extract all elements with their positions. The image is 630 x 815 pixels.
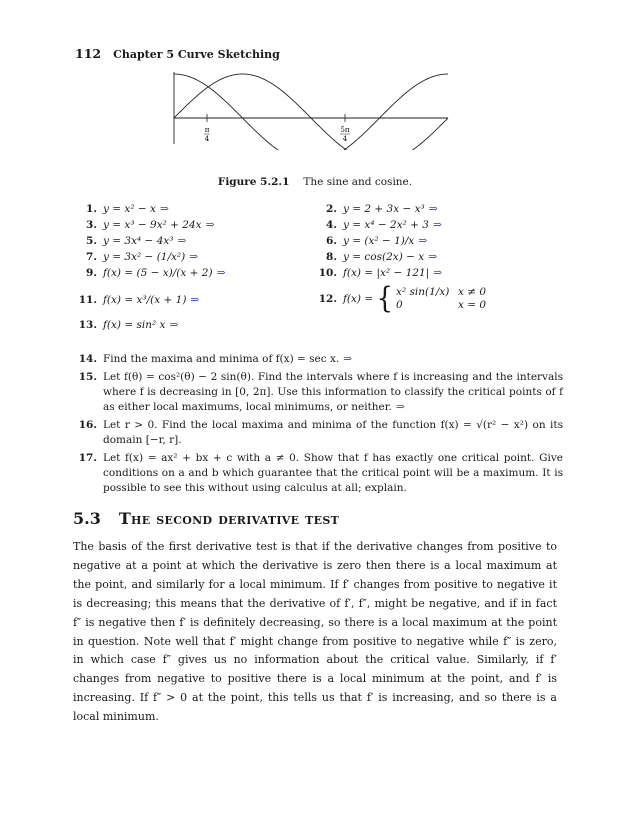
piecewise-expression: x² sin(1/x) — [396, 286, 450, 298]
exercise-number: 9. — [86, 267, 97, 279]
exercise-item — [73, 235, 186, 247]
answer-arrow-link[interactable]: ⇒ — [433, 267, 443, 279]
exercise-text: y = 2 + 3x − x³ — [343, 203, 425, 215]
exercise-text: f(x) = (5 − x)/(x + 2) — [103, 267, 213, 279]
answer-arrow-link[interactable]: ⇒ — [216, 267, 226, 279]
section-number: 5.3 — [73, 509, 101, 528]
sine-curve — [174, 74, 448, 150]
exercise-text: f(x) = — [343, 293, 374, 305]
exercise-item — [73, 319, 178, 331]
running-header — [75, 46, 280, 61]
problem-number: 16. — [78, 419, 97, 431]
problem-text: Find the maxima and minima of f(x) = sec x. — [103, 353, 340, 365]
exercise-number: 4. — [326, 219, 337, 231]
exercise-text: f(x) = x³/(x + 1) — [103, 294, 187, 306]
answer-arrow-link[interactable]: ⇒ — [177, 235, 187, 247]
exercise-number: 3. — [86, 219, 97, 231]
body-paragraph: The basis of the first derivative test is that if the derivative changes from positive to negative at a point at which the derivative is zero then there is a local maximum at the point, and similarly for a local minimum. If f′ changes from positive to negative it is decreasing; this means that the derivative of f′, f″, might be negative, and if in fact f″ is negative then f′ is definitely decreasing, so there is a local maximum at the point in question. Note well that f′ might change from positive to negative while f″ is zero, in which case f″ gives us no information about the critical value. Similarly, if f′ changes from negative to positive there is a local minimum at the point, and f′ is increasing. If f″ > 0 at the point, this tells us that f′ is increasing, and so there is a local minimum. — [73, 540, 557, 724]
answer-arrow-link[interactable]: ⇒ — [159, 203, 169, 215]
exercise-item — [73, 294, 199, 306]
exercise-text: y = x³ − 9x² + 24x — [103, 219, 202, 231]
exercise-text: y = (x² − 1)/x — [343, 235, 415, 247]
answer-arrow-link[interactable]: ⇒ — [190, 294, 200, 306]
exercise-item — [73, 251, 198, 263]
exercise-item — [73, 203, 169, 215]
exercise-number: 5. — [86, 235, 97, 247]
exercise-number: 8. — [326, 251, 337, 263]
exercise-item — [313, 267, 442, 279]
tick-label-pi-num: π — [204, 126, 210, 134]
exercise-item — [73, 219, 214, 231]
exercise-item — [313, 235, 427, 247]
answer-arrow-link[interactable]: ⇒ — [189, 251, 199, 263]
exercise-item — [313, 203, 438, 215]
caption-text: The sine and cosine. — [303, 176, 413, 188]
exercise-number: 11. — [78, 294, 97, 306]
answer-arrow-link[interactable]: ⇒ — [428, 251, 437, 263]
answer-arrow-link[interactable]: ⇒ — [395, 401, 405, 413]
problem-list — [73, 352, 563, 499]
problem-item — [73, 370, 563, 415]
problem-text: Let r > 0. Find the local maxima and minima of the function f(x) = √(r² − x²) on its domain [−r, r]. — [103, 419, 563, 446]
exercise-number: 13. — [78, 319, 97, 331]
tick-label-5pi-den: 4 — [342, 135, 348, 143]
sine-cosine-figure — [172, 72, 452, 150]
exercise-item-piecewise — [313, 282, 487, 316]
exercise-text: f(x) = sin² x — [103, 319, 166, 331]
exercise-number: 1. — [86, 203, 97, 215]
exercise-number: 7. — [86, 251, 97, 263]
tick-label-5pi-num: 5π — [340, 126, 350, 134]
exercise-item — [73, 267, 225, 279]
problem-number: 14. — [78, 353, 97, 365]
exercise-text: y = 3x⁴ − 4x³ — [103, 235, 174, 247]
answer-arrow-link[interactable]: ⇒ — [428, 203, 438, 215]
tick-label-pi-den: 4 — [204, 135, 210, 143]
piecewise-table — [396, 286, 486, 312]
answer-arrow-link[interactable]: ⇒ — [169, 319, 179, 331]
exercise-text: y = x⁴ − 2x² + 3 — [343, 219, 429, 231]
figure-caption — [0, 176, 630, 188]
exercise-text: y = cos(2x) − x — [343, 251, 425, 263]
problem-number: 15. — [78, 371, 97, 383]
problem-item — [73, 451, 563, 496]
piecewise-row — [396, 286, 486, 299]
cosine-curve — [174, 74, 448, 150]
caption-label: Figure 5.2.1 — [217, 176, 290, 188]
exercise-item — [313, 251, 437, 263]
exercise-number: 6. — [326, 235, 337, 247]
answer-arrow-link[interactable]: ⇒ — [418, 235, 428, 247]
section-heading — [73, 509, 339, 528]
exercise-number: 2. — [326, 203, 337, 215]
piecewise-condition: x = 0 — [458, 299, 487, 311]
exercise-number: 10. — [318, 267, 337, 279]
piecewise-brace: { — [376, 282, 394, 316]
problem-item — [73, 352, 563, 367]
page-number: 112 — [75, 46, 102, 61]
exercise-number: 12. — [318, 293, 337, 305]
piecewise-row — [396, 299, 486, 312]
problem-text: Let f(x) = ax² + bx + c with a ≠ 0. Show that f has exactly one critical point. Give conditions on a and b which guarantee that the critical point will be a maximum. It is possible to see this without using calculus at all; explain. — [103, 452, 563, 494]
answer-arrow-link[interactable]: ⇒ — [205, 219, 215, 231]
problem-number: 17. — [78, 452, 97, 464]
piecewise-expression: 0 — [396, 299, 403, 311]
exercise-text: y = 3x² − (1/x²) — [103, 251, 186, 263]
problem-text: Let f(θ) = cos²(θ) − 2 sin(θ). Find the intervals where f is increasing and the intervals where f is decreasing in [0, 2π]. Use this information to classify the critical points of f as either local maximums, local minimums, or neither. — [103, 371, 563, 413]
problem-item — [73, 418, 563, 448]
piecewise-condition: x ≠ 0 — [458, 286, 487, 298]
chapter-title: Chapter 5 Curve Sketching — [113, 48, 280, 61]
answer-arrow-link[interactable]: ⇒ — [343, 353, 353, 365]
exercise-text: y = x² − x — [103, 203, 156, 215]
answer-arrow-link[interactable]: ⇒ — [432, 219, 442, 231]
exercise-text: f(x) = |x² − 121| — [343, 267, 430, 279]
section-title: The second derivative test — [118, 509, 340, 528]
exercise-item — [313, 219, 442, 231]
